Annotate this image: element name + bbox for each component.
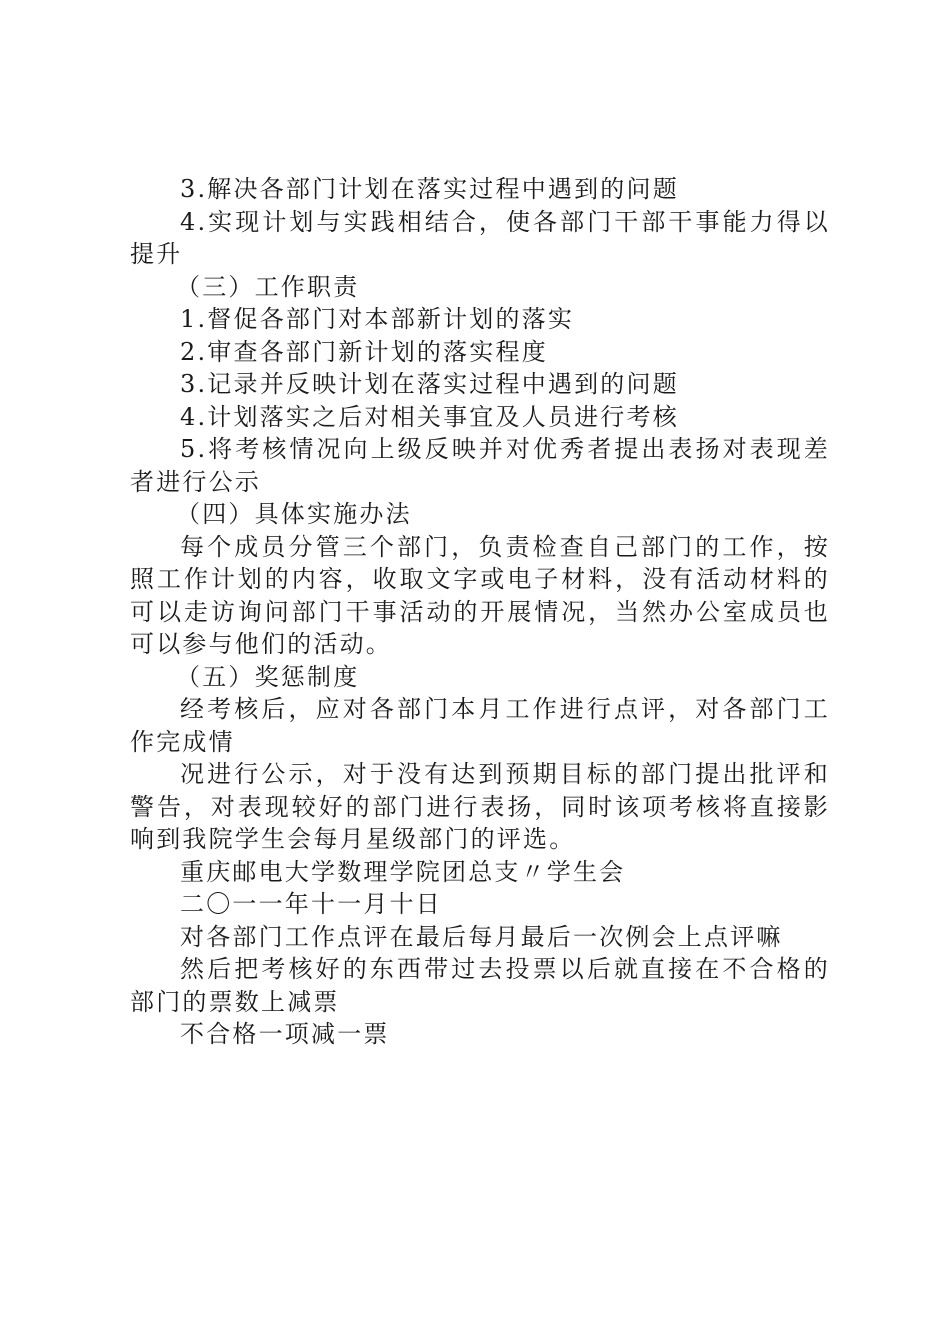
rewards-paragraph-2: 况进行公示，对于没有达到预期目标的部门提出批评和警告，对表现较好的部门进行表扬，同时该项考核将直接影响到我院学生会每月星级部门的评选。	[130, 760, 830, 853]
paragraph-item-4: 4.实现计划与实践相结合，使各部门干部干事能力得以提升	[130, 207, 830, 268]
section-heading-implementation: （四）具体实施办法	[176, 500, 412, 528]
duty-item-4: 4.计划落实之后对相关事宜及人员进行考核	[180, 402, 679, 431]
paragraph-item-3: 3.解决各部门计划在落实过程中遇到的问题	[180, 175, 679, 203]
note-paragraph-1: 对各部门工作点评在最后每月最后一次例会上点评嘛	[180, 922, 783, 951]
signature-date: 二〇一一年十一月十日	[180, 890, 442, 918]
rewards-paragraph-1: 经考核后，应对各部门本月工作进行点评，对各部门工作完成情	[130, 695, 830, 756]
implementation-paragraph: 每个成员分管三个部门，负责检查自己部门的工作，按照工作计划的内容，收取文字或电子材料，没有活动材料的可以走访询问部门干事活动的开展情况，当然办公室成员也可以参与他们的活动。	[130, 532, 830, 658]
section-heading-duties: （三）工作职责	[176, 272, 360, 301]
note-paragraph-2: 然后把考核好的东西带过去投票以后就直接在不合格的部门的票数上减票	[130, 955, 830, 1016]
duty-item-3: 3.记录并反映计划在落实过程中遇到的问题	[180, 370, 679, 398]
duty-item-5: 5.将考核情况向上级反映并对优秀者提出表扬对表现差者进行公示	[130, 435, 830, 496]
document-body	[130, 173, 830, 1051]
note-paragraph-3: 不合格一项减一票	[180, 1020, 390, 1048]
duty-item-1: 1.督促各部门对本部新计划的落实	[180, 305, 575, 333]
signature-organization: 重庆邮电大学数理学院团总支〃学生会	[180, 857, 626, 886]
section-heading-rewards: （五）奖惩制度	[176, 662, 360, 691]
duty-item-2: 2.审查各部门新计划的落实程度	[180, 337, 548, 366]
